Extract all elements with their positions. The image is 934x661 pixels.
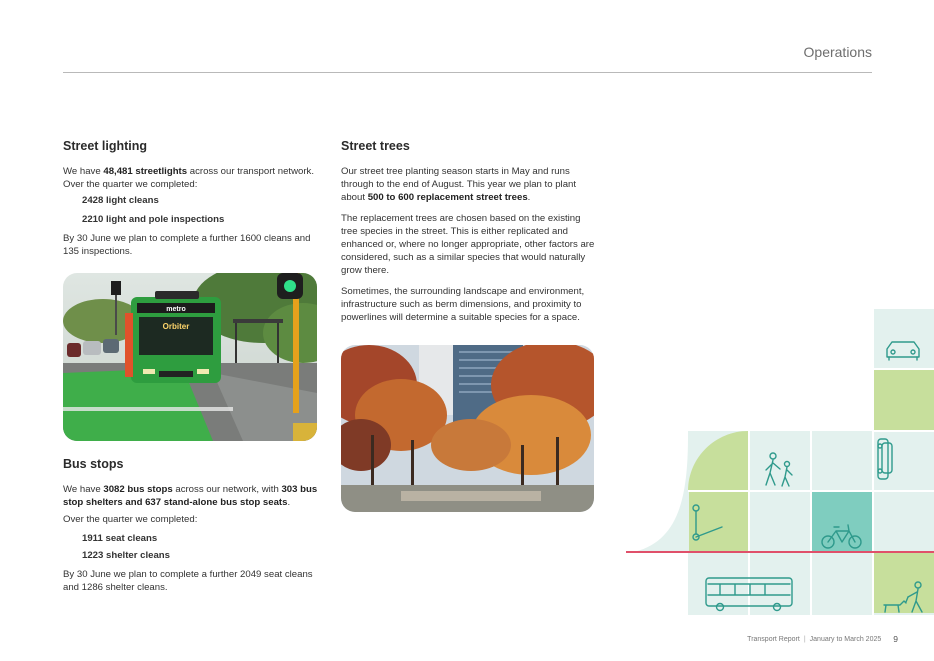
- report-period: January to March 2025: [809, 635, 882, 643]
- header-rule: [63, 72, 872, 73]
- bus-sign: metro: [166, 306, 186, 313]
- inspections-stat: 2210 light and pole inspections: [82, 214, 225, 225]
- bus-stops-plan: By 30 June we plan to complete a further 2049 seat cleans and 1286 shelter cleans.: [63, 569, 313, 593]
- shelter-cleans-stat: 1223 shelter cleans: [82, 550, 171, 561]
- street-trees-para2: The replacement trees are chosen based on the existing tree species in the street. This is either replicated and enhanced or, where no longer appropriate, other factors are considered, such as a similar species that would naturally grow there.: [341, 213, 595, 276]
- trees-illustration: [341, 345, 594, 512]
- street-trees-section: [341, 140, 596, 330]
- bus-stops-intro: We have 3082 bus stops across our network, with 303 bus stop shelters and 637 stand-alone bus stop seats.: [63, 484, 318, 508]
- street-trees-para3: Sometimes, the surrounding landscape and environment, infrastructure such as berm dimensions, and proximity to powerlines will determine a suitable species for a space.: [341, 286, 585, 323]
- bus-route-label: Orbiter: [162, 322, 190, 331]
- report-name: Transport Report: [747, 635, 800, 643]
- footer: [747, 634, 898, 644]
- street-trees-para1: Our street tree planting season starts in May and runs through to the end of August. This year we plan to plant about 500 to 600 replacement street trees.: [341, 166, 577, 203]
- street-lighting-section: [63, 140, 321, 264]
- trees-photo: [341, 345, 594, 512]
- section-label: Operations: [803, 44, 872, 60]
- street-lighting-plan: By 30 June we plan to complete a further 1600 cleans and 135 inspections.: [63, 233, 311, 257]
- bus-stops-quarter: Over the quarter we completed:: [63, 514, 198, 525]
- street-lighting-title: Street lighting: [63, 139, 148, 153]
- street-lighting-intro: We have 48,481 streetlights across our transport network. Over the quarter we completed:: [63, 166, 314, 190]
- bus-illustration: [63, 273, 317, 441]
- bus-photo: [63, 273, 317, 441]
- page-number: 9: [893, 634, 898, 644]
- footer-separator: |: [803, 635, 806, 643]
- light-cleans-stat: 2428 light cleans: [82, 195, 159, 206]
- street-trees-title: Street trees: [341, 139, 410, 153]
- bus-stops-title: Bus stops: [63, 457, 124, 471]
- transport-mosaic: [620, 305, 934, 615]
- seat-cleans-stat: 1911 seat cleans: [82, 533, 158, 544]
- bus-stops-section: [63, 458, 319, 600]
